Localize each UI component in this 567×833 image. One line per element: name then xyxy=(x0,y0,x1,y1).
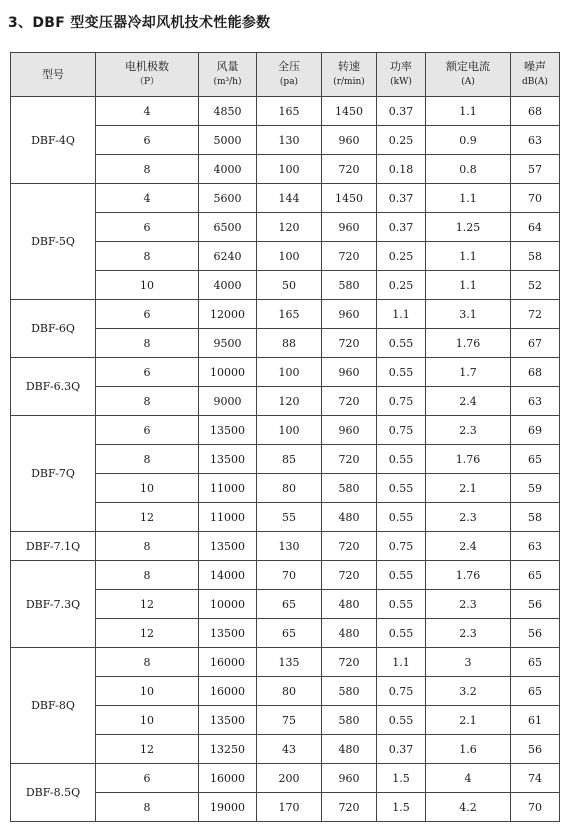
power-cell: 0.37 xyxy=(377,97,426,126)
poles-cell: 10 xyxy=(96,677,199,706)
current-cell: 2.3 xyxy=(426,590,511,619)
header-cell xyxy=(199,53,257,97)
poles-cell: 8 xyxy=(96,561,199,590)
header-cell xyxy=(322,53,377,97)
noise-cell: 56 xyxy=(511,735,560,764)
power-cell: 0.55 xyxy=(377,445,426,474)
poles-cell: 8 xyxy=(96,329,199,358)
pressure-cell: 100 xyxy=(257,358,322,387)
header-unit: (kW) xyxy=(390,77,412,87)
pressure-cell: 200 xyxy=(257,764,322,793)
current-cell: 4 xyxy=(426,764,511,793)
power-cell: 0.55 xyxy=(377,619,426,648)
header-label: 功率 xyxy=(390,60,412,73)
table-row xyxy=(11,561,560,590)
power-cell: 0.25 xyxy=(377,242,426,271)
speed-cell: 580 xyxy=(322,474,377,503)
current-cell: 1.1 xyxy=(426,271,511,300)
noise-cell: 65 xyxy=(511,561,560,590)
power-cell: 0.55 xyxy=(377,590,426,619)
poles-cell: 4 xyxy=(96,184,199,213)
pressure-cell: 144 xyxy=(257,184,322,213)
speed-cell: 480 xyxy=(322,590,377,619)
pressure-cell: 75 xyxy=(257,706,322,735)
model-cell: DBF-7Q xyxy=(11,416,96,532)
current-cell: 2.3 xyxy=(426,503,511,532)
header-cell xyxy=(11,53,96,97)
power-cell: 0.37 xyxy=(377,184,426,213)
airflow-cell: 9500 xyxy=(199,329,257,358)
model-cell: DBF-8.5Q xyxy=(11,764,96,822)
noise-cell: 52 xyxy=(511,271,560,300)
table-body xyxy=(11,97,560,822)
current-cell: 1.6 xyxy=(426,735,511,764)
header-unit: （P） xyxy=(134,77,160,87)
airflow-cell: 13250 xyxy=(199,735,257,764)
current-cell: 0.8 xyxy=(426,155,511,184)
pressure-cell: 170 xyxy=(257,793,322,822)
airflow-cell: 11000 xyxy=(199,503,257,532)
header-label: 风量 xyxy=(216,60,239,73)
power-cell: 0.37 xyxy=(377,735,426,764)
header-cell xyxy=(377,53,426,97)
noise-cell: 56 xyxy=(511,590,560,619)
pressure-cell: 70 xyxy=(257,561,322,590)
poles-cell: 12 xyxy=(96,619,199,648)
current-cell: 1.76 xyxy=(426,561,511,590)
airflow-cell: 16000 xyxy=(199,648,257,677)
speed-cell: 720 xyxy=(322,648,377,677)
pressure-cell: 43 xyxy=(257,735,322,764)
header-label: 型号 xyxy=(42,68,64,81)
header-unit: (r/min) xyxy=(333,77,365,87)
current-cell: 4.2 xyxy=(426,793,511,822)
power-cell: 0.75 xyxy=(377,677,426,706)
noise-cell: 67 xyxy=(511,329,560,358)
airflow-cell: 10000 xyxy=(199,590,257,619)
poles-cell: 10 xyxy=(96,271,199,300)
airflow-cell: 6240 xyxy=(199,242,257,271)
airflow-cell: 13500 xyxy=(199,532,257,561)
noise-cell: 65 xyxy=(511,677,560,706)
noise-cell: 69 xyxy=(511,416,560,445)
airflow-cell: 13500 xyxy=(199,619,257,648)
speed-cell: 960 xyxy=(322,416,377,445)
airflow-cell: 19000 xyxy=(199,793,257,822)
speed-cell: 1450 xyxy=(322,97,377,126)
power-cell: 0.25 xyxy=(377,271,426,300)
model-cell: DBF-6Q xyxy=(11,300,96,358)
current-cell: 2.1 xyxy=(426,706,511,735)
speed-cell: 720 xyxy=(322,329,377,358)
header-cell xyxy=(257,53,322,97)
poles-cell: 8 xyxy=(96,648,199,677)
pressure-cell: 165 xyxy=(257,97,322,126)
pressure-cell: 130 xyxy=(257,532,322,561)
pressure-cell: 80 xyxy=(257,474,322,503)
airflow-cell: 16000 xyxy=(199,677,257,706)
pressure-cell: 80 xyxy=(257,677,322,706)
poles-cell: 8 xyxy=(96,155,199,184)
pressure-cell: 120 xyxy=(257,213,322,242)
speed-cell: 720 xyxy=(322,561,377,590)
current-cell: 1.1 xyxy=(426,242,511,271)
speed-cell: 580 xyxy=(322,677,377,706)
current-cell: 2.1 xyxy=(426,474,511,503)
poles-cell: 6 xyxy=(96,358,199,387)
noise-cell: 58 xyxy=(511,242,560,271)
power-cell: 1.5 xyxy=(377,764,426,793)
speed-cell: 960 xyxy=(322,213,377,242)
table-row xyxy=(11,532,560,561)
poles-cell: 8 xyxy=(96,242,199,271)
power-cell: 1.1 xyxy=(377,300,426,329)
noise-cell: 70 xyxy=(511,793,560,822)
header-label: 电机极数 xyxy=(125,60,169,73)
poles-cell: 12 xyxy=(96,590,199,619)
spec-table xyxy=(10,52,560,822)
airflow-cell: 4000 xyxy=(199,155,257,184)
noise-cell: 72 xyxy=(511,300,560,329)
power-cell: 0.37 xyxy=(377,213,426,242)
model-cell: DBF-7.1Q xyxy=(11,532,96,561)
noise-cell: 65 xyxy=(511,648,560,677)
model-cell: DBF-7.3Q xyxy=(11,561,96,648)
current-cell: 2.4 xyxy=(426,532,511,561)
noise-cell: 74 xyxy=(511,764,560,793)
noise-cell: 57 xyxy=(511,155,560,184)
table-row xyxy=(11,300,560,329)
noise-cell: 63 xyxy=(511,126,560,155)
pressure-cell: 65 xyxy=(257,619,322,648)
poles-cell: 6 xyxy=(96,126,199,155)
table-header xyxy=(11,53,560,97)
airflow-cell: 13500 xyxy=(199,706,257,735)
poles-cell: 4 xyxy=(96,97,199,126)
airflow-cell: 14000 xyxy=(199,561,257,590)
current-cell: 1.1 xyxy=(426,184,511,213)
model-cell: DBF-5Q xyxy=(11,184,96,300)
header-unit: (A) xyxy=(461,77,475,87)
poles-cell: 6 xyxy=(96,300,199,329)
pressure-cell: 135 xyxy=(257,648,322,677)
airflow-cell: 5000 xyxy=(199,126,257,155)
noise-cell: 61 xyxy=(511,706,560,735)
page-title: 3、DBF 型变压器冷却风机技术性能参数 xyxy=(8,15,271,31)
airflow-cell: 13500 xyxy=(199,416,257,445)
airflow-cell: 9000 xyxy=(199,387,257,416)
poles-cell: 10 xyxy=(96,706,199,735)
speed-cell: 720 xyxy=(322,532,377,561)
header-unit: (pa) xyxy=(279,77,299,87)
pressure-cell: 85 xyxy=(257,445,322,474)
airflow-cell: 5600 xyxy=(199,184,257,213)
header-label: 转速 xyxy=(338,60,360,73)
power-cell: 1.1 xyxy=(377,648,426,677)
current-cell: 3 xyxy=(426,648,511,677)
pressure-cell: 65 xyxy=(257,590,322,619)
poles-cell: 8 xyxy=(96,793,199,822)
airflow-cell: 6500 xyxy=(199,213,257,242)
pressure-cell: 55 xyxy=(257,503,322,532)
table-row xyxy=(11,358,560,387)
pressure-cell: 100 xyxy=(257,155,322,184)
power-cell: 0.75 xyxy=(377,387,426,416)
pressure-cell: 130 xyxy=(257,126,322,155)
header-unit: (m³/h) xyxy=(213,77,242,87)
noise-cell: 64 xyxy=(511,213,560,242)
table-row xyxy=(11,184,560,213)
speed-cell: 580 xyxy=(322,271,377,300)
current-cell: 3.2 xyxy=(426,677,511,706)
speed-cell: 720 xyxy=(322,387,377,416)
speed-cell: 1450 xyxy=(322,184,377,213)
speed-cell: 480 xyxy=(322,619,377,648)
noise-cell: 68 xyxy=(511,97,560,126)
current-cell: 1.76 xyxy=(426,445,511,474)
noise-cell: 59 xyxy=(511,474,560,503)
speed-cell: 480 xyxy=(322,503,377,532)
poles-cell: 6 xyxy=(96,213,199,242)
pressure-cell: 100 xyxy=(257,242,322,271)
model-cell: DBF-6.3Q xyxy=(11,358,96,416)
speed-cell: 960 xyxy=(322,300,377,329)
header-cell xyxy=(511,53,560,97)
power-cell: 0.75 xyxy=(377,532,426,561)
power-cell: 0.25 xyxy=(377,126,426,155)
noise-cell: 70 xyxy=(511,184,560,213)
table-row xyxy=(11,97,560,126)
speed-cell: 580 xyxy=(322,706,377,735)
poles-cell: 8 xyxy=(96,387,199,416)
noise-cell: 56 xyxy=(511,619,560,648)
header-label: 额定电流 xyxy=(446,60,490,73)
header-label: 全压 xyxy=(278,60,300,73)
power-cell: 0.55 xyxy=(377,706,426,735)
current-cell: 1.7 xyxy=(426,358,511,387)
current-cell: 3.1 xyxy=(426,300,511,329)
airflow-cell: 4000 xyxy=(199,271,257,300)
pressure-cell: 88 xyxy=(257,329,322,358)
current-cell: 1.1 xyxy=(426,97,511,126)
table-row xyxy=(11,416,560,445)
poles-cell: 8 xyxy=(96,445,199,474)
table-row xyxy=(11,648,560,677)
airflow-cell: 4850 xyxy=(199,97,257,126)
header-unit: dB(A) xyxy=(522,77,548,87)
current-cell: 0.9 xyxy=(426,126,511,155)
noise-cell: 63 xyxy=(511,532,560,561)
speed-cell: 480 xyxy=(322,735,377,764)
pressure-cell: 100 xyxy=(257,416,322,445)
power-cell: 0.55 xyxy=(377,358,426,387)
speed-cell: 720 xyxy=(322,155,377,184)
noise-cell: 58 xyxy=(511,503,560,532)
poles-cell: 8 xyxy=(96,532,199,561)
poles-cell: 12 xyxy=(96,503,199,532)
power-cell: 1.5 xyxy=(377,793,426,822)
airflow-cell: 12000 xyxy=(199,300,257,329)
model-cell: DBF-4Q xyxy=(11,97,96,184)
header-label: 噪声 xyxy=(524,60,546,73)
table-row xyxy=(11,764,560,793)
pressure-cell: 50 xyxy=(257,271,322,300)
airflow-cell: 13500 xyxy=(199,445,257,474)
poles-cell: 6 xyxy=(96,416,199,445)
model-cell: DBF-8Q xyxy=(11,648,96,764)
pressure-cell: 120 xyxy=(257,387,322,416)
poles-cell: 10 xyxy=(96,474,199,503)
airflow-cell: 10000 xyxy=(199,358,257,387)
power-cell: 0.55 xyxy=(377,503,426,532)
pressure-cell: 165 xyxy=(257,300,322,329)
header-row xyxy=(11,53,560,97)
poles-cell: 6 xyxy=(96,764,199,793)
speed-cell: 720 xyxy=(322,445,377,474)
current-cell: 2.3 xyxy=(426,619,511,648)
power-cell: 0.18 xyxy=(377,155,426,184)
header-cell xyxy=(96,53,199,97)
speed-cell: 720 xyxy=(322,242,377,271)
airflow-cell: 11000 xyxy=(199,474,257,503)
current-cell: 2.3 xyxy=(426,416,511,445)
power-cell: 0.55 xyxy=(377,329,426,358)
speed-cell: 720 xyxy=(322,793,377,822)
noise-cell: 65 xyxy=(511,445,560,474)
current-cell: 1.76 xyxy=(426,329,511,358)
noise-cell: 68 xyxy=(511,358,560,387)
current-cell: 1.25 xyxy=(426,213,511,242)
power-cell: 0.75 xyxy=(377,416,426,445)
noise-cell: 63 xyxy=(511,387,560,416)
speed-cell: 960 xyxy=(322,764,377,793)
speed-cell: 960 xyxy=(322,358,377,387)
poles-cell: 12 xyxy=(96,735,199,764)
power-cell: 0.55 xyxy=(377,474,426,503)
airflow-cell: 16000 xyxy=(199,764,257,793)
current-cell: 2.4 xyxy=(426,387,511,416)
header-cell xyxy=(426,53,511,97)
speed-cell: 960 xyxy=(322,126,377,155)
power-cell: 0.55 xyxy=(377,561,426,590)
